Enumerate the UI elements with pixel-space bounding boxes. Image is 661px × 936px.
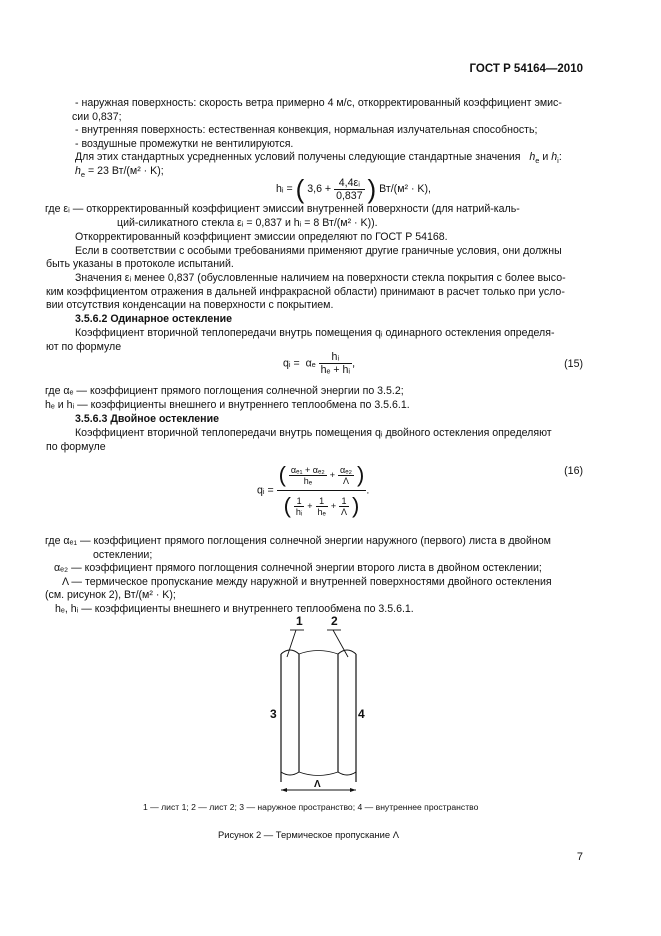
q15-num: hᵢ bbox=[319, 351, 352, 364]
s3563-p2: по формуле bbox=[46, 440, 106, 453]
q15-den: hₑ + hᵢ bbox=[320, 364, 351, 376]
hi-fraction bbox=[334, 177, 365, 202]
special-1: Если в соответствии с особыми требованиями применяют другие граничные условия, они должны bbox=[75, 244, 562, 257]
q16-lhs: qᵢ = bbox=[257, 484, 274, 497]
bullet-outer-cont: сии 0,837; bbox=[72, 110, 122, 123]
figure-dimension-label: Λ bbox=[314, 779, 321, 790]
section-3563-text bbox=[46, 427, 583, 454]
where16-1b: остеклении; bbox=[93, 548, 153, 561]
where16-3b: (см. рисунок 2), Вт/(м² · K); bbox=[45, 589, 176, 602]
q15-lhs: qᵢ = bbox=[283, 357, 300, 370]
where15-2: hₑ и hᵢ — коэффициенты внешнего и внутреннего теплообмена по 3.5.6.1. bbox=[45, 398, 410, 411]
q16-bot-3-den: Λ bbox=[341, 506, 348, 517]
q16-numerator: ( $\frac{\text{αₑ₁ + αₑ₂}}{\text{hₑ}}$ + $\frac{\text{αₑ₂}}{\Lambda}$ ) bbox=[277, 460, 367, 491]
section-3562-title: 3.5.6.2 Одинарное остекление bbox=[75, 313, 233, 325]
special-2: быть указаны в протоколе испытаний. bbox=[46, 258, 234, 271]
std-conditions-text: Для этих стандартных усредненных условий получены следующие стандартные значения bbox=[75, 151, 521, 163]
values-3: вии отсутствия конденсации на поверхности с покрытием. bbox=[46, 299, 334, 312]
q15-alpha: αₑ bbox=[305, 357, 316, 370]
hi-frac-den: 0,837 bbox=[336, 189, 363, 202]
q16-bot-1: 1 bbox=[294, 496, 304, 507]
s3562-p2: ют по формуле bbox=[46, 340, 122, 353]
where-eps-1: где εᵢ — откорректированный коэффициент эмиссии внутренней поверхности (для натрий-каль- bbox=[45, 203, 520, 215]
paragraph-values bbox=[46, 272, 583, 313]
bullet-inner: - внутренняя поверхность: естественная конвекция, нормальная излучательная способность; bbox=[75, 124, 538, 137]
s3563-p1: Коэффициент вторичной теплопередачи внутрь помещения qᵢ двойного остекления определяют bbox=[75, 427, 552, 439]
document-id: ГОСТ Р 54164—2010 bbox=[469, 63, 583, 75]
page-number: 7 bbox=[576, 851, 583, 863]
q16-bot-1-den: hᵢ bbox=[295, 506, 303, 517]
figure-2-diagram bbox=[260, 612, 400, 800]
std-conditions-line: Для этих стандартных усредненных условий получены следующие стандартные значения $h_e$ и $h_i$: bbox=[75, 151, 562, 166]
bullet-outer: - наружная поверхность: скорость ветра примерно 4 м/с, откорректированный коэффициент эмис- bbox=[75, 97, 562, 109]
q16-bot-2-den: hₑ bbox=[317, 506, 326, 517]
values-1: Значения εᵢ менее 0,837 (обусловленные наличием на поверхности стекла покрытия с более высо- bbox=[75, 272, 566, 284]
hi-const: 3,6 + bbox=[307, 182, 332, 195]
hi-lhs: hᵢ = bbox=[276, 182, 293, 195]
q16-top-a: αₑ₁ + αₑ₂ bbox=[290, 464, 325, 475]
q16-top-b: αₑ₂ bbox=[339, 464, 353, 475]
he-value: = 23 Вт/(м² · K); bbox=[88, 165, 164, 177]
hi-unit: Вт/(м² · K), bbox=[379, 182, 431, 195]
where16-4: hₑ, hᵢ — коэффициенты внешнего и внутреннего теплообмена по 3.5.6.1. bbox=[55, 602, 414, 615]
paragraph-emission bbox=[46, 231, 583, 272]
section-3563-title: 3.5.6.3 Двойное остекление bbox=[75, 413, 219, 425]
figure-label-4: 4 bbox=[358, 707, 365, 721]
where-eps bbox=[45, 203, 583, 230]
where-eps-2: ций-силикатного стекла εᵢ = 0,837 и hᵢ = 8 Вт/(м² · K)). bbox=[117, 216, 378, 229]
where16-1: где αₑ₁ — коэффициент прямого поглощения солнечной энергии наружного (первого) листа в двойном bbox=[45, 535, 551, 547]
q16-top-a-den: hₑ bbox=[303, 475, 313, 486]
equation-15-number: (15) bbox=[564, 358, 583, 370]
figure-caption: Рисунок 2 — Термическое пропускание Λ bbox=[218, 829, 399, 840]
formula-15: qᵢ = αₑ $\frac{\text{hᵢ}}{\text{hₑ + hᵢ}}$ , bbox=[283, 351, 356, 376]
values-2: ким коэффициентом отражения в дальней инфракрасной области) принимают в расчет только при усло- bbox=[46, 285, 565, 298]
equation-16-number: (16) bbox=[564, 465, 583, 477]
q16-denominator: ( $\frac{1}{\text{hᵢ}}$ + $\frac{1}{\text{hₑ}}$ + $\frac{1}{\Lambda}$ ) bbox=[283, 493, 360, 518]
figure-legend: 1 — лист 1; 2 — лист 2; 3 — наружное пространство; 4 — внутреннее пространство bbox=[143, 802, 479, 812]
s3562-p1: Коэффициент вторичной теплопередачи внутрь помещения qᵢ одинарного остекления определя- bbox=[75, 327, 555, 339]
q16-bot-3: 1 bbox=[339, 496, 349, 507]
he-value-line: $h_e = 23$ Вт/(м² · K); bbox=[75, 165, 164, 180]
q16-top-b-den: Λ bbox=[343, 475, 350, 486]
emission-ref: Откорректированный коэффициент эмиссии определяют по ГОСТ Р 54168. bbox=[75, 231, 448, 243]
q16-main-fraction bbox=[277, 460, 367, 521]
bullet-air: - воздушные промежутки не вентилируются. bbox=[75, 137, 294, 150]
q15-fraction bbox=[319, 351, 352, 376]
where16-2: αₑ₂ — коэффициент прямого поглощения солнечной энергии второго листа в двойном остеклении; bbox=[54, 562, 542, 575]
formula-hi: hᵢ = ( 3,6 + $\frac{\text{4,4εᵢ}}{0,837}$ ) Вт/(м² · K), bbox=[276, 174, 431, 204]
paragraph-bullets bbox=[72, 97, 583, 151]
hi-frac-num: 4,4εᵢ bbox=[334, 177, 365, 190]
figure-label-2: 2 bbox=[331, 614, 338, 628]
figure-label-1: 1 bbox=[296, 614, 303, 628]
where-15 bbox=[45, 385, 583, 412]
where16-3: Λ — термическое пропускание между наружной и внутренней поверхностями двойного остекления bbox=[62, 575, 552, 588]
where-16 bbox=[45, 535, 585, 617]
figure-label-3: 3 bbox=[270, 707, 277, 721]
where15-1: где αₑ — коэффициент прямого поглощения солнечной энергии по 3.5.2; bbox=[45, 385, 404, 397]
formula-16: qᵢ = ( $\frac{\text{αₑ₁ + αₑ₂}}{\text{hₑ}}$ + $\frac{\text{αₑ₂}}{\Lambda}$ ) ( $\frac{1}{\text{hᵢ}}$ + $\frac{1}{\text{hₑ}}$ + $\frac{1}{\Lambda}$ ) . bbox=[257, 460, 369, 521]
q16-bot-2: 1 bbox=[316, 496, 328, 507]
